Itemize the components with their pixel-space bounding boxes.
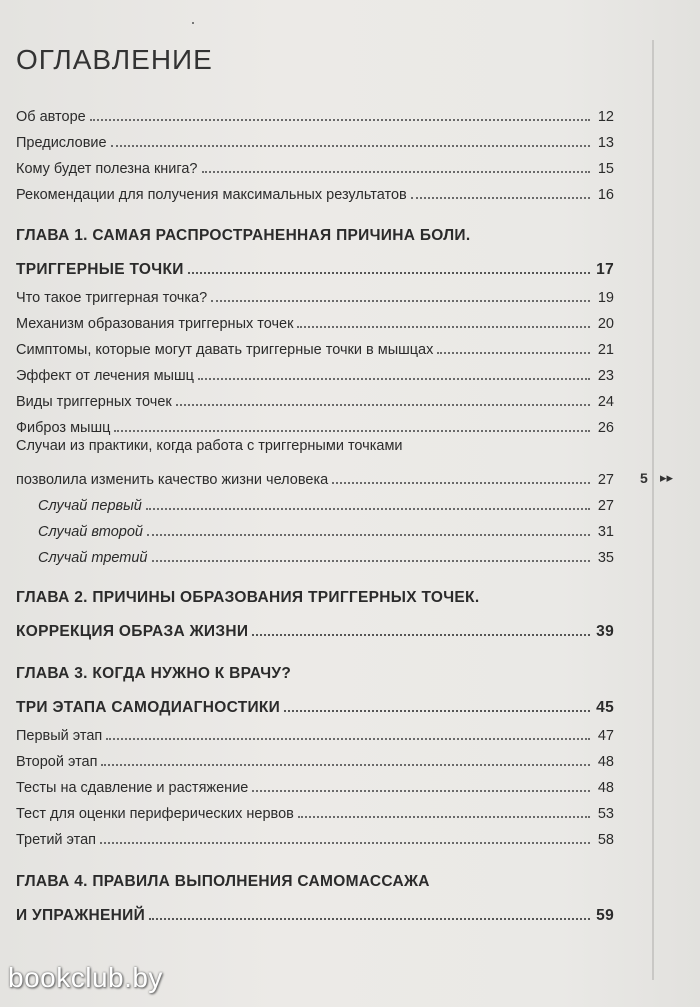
toc-entry[interactable]: [16, 463, 614, 489]
page-title: ОГЛАВЛЕНИЕ: [16, 44, 213, 75]
toc-entry[interactable]: [16, 823, 614, 849]
toc-subentry-title: Случай второй: [38, 524, 143, 540]
toc-entry-page: 26: [597, 420, 614, 436]
chapter-heading[interactable]: [16, 691, 614, 717]
toc-entry-page: 20: [597, 316, 614, 332]
toc-entry-title-line1: Случаи из практики, когда работа с триггерными точками: [16, 438, 403, 454]
dot-leader: [252, 634, 590, 636]
toc-entry-title: Кому будет полезна книга?: [16, 161, 198, 177]
chapter-title-line1: ГЛАВА 2. ПРИЧИНЫ ОБРАЗОВАНИЯ ТРИГГЕРНЫХ ТОЧЕК.: [16, 589, 480, 606]
toc-entry-page: 31: [597, 524, 614, 540]
dot-leader: [111, 145, 590, 147]
toc-entry-page: 23: [597, 368, 614, 384]
toc-entry[interactable]: [16, 719, 614, 745]
toc-entry[interactable]: [16, 771, 614, 797]
toc-entry-title: Фиброз мышц: [16, 420, 111, 436]
toc-entry-title: Второй этап: [16, 754, 98, 770]
chapter-title-line1: ГЛАВА 1. САМАЯ РАСПРОСТРАНЕННАЯ ПРИЧИНА БОЛИ.: [16, 227, 471, 244]
watermark: bookclub.by: [8, 962, 163, 993]
toc-entry[interactable]: [16, 359, 614, 385]
toc-entry-title: Предисловие: [16, 135, 107, 151]
print-speck: [192, 22, 194, 24]
toc-entry-page: 59: [596, 907, 614, 924]
dot-leader: [152, 560, 591, 562]
chapter-title-line2: КОРРЕКЦИЯ ОБРАЗА ЖИЗНИ: [16, 623, 249, 640]
toc-entry-page: 21: [597, 342, 614, 358]
toc-entry-page: 17: [596, 261, 614, 278]
dot-leader: [149, 918, 590, 920]
toc-entry[interactable]: [16, 333, 614, 359]
chapter-heading[interactable]: [16, 873, 614, 899]
toc-entry-title: Симптомы, которые могут давать триггерные точки в мышцах: [16, 342, 434, 358]
dot-leader: [332, 482, 590, 484]
toc-entry[interactable]: [16, 152, 614, 178]
margin-divider: [652, 40, 654, 980]
dot-leader: [146, 508, 590, 510]
dot-leader: [198, 378, 590, 380]
toc-entry-page: 15: [597, 161, 614, 177]
dot-leader: [101, 764, 590, 766]
dot-leader: [147, 534, 590, 536]
chapter-title-line1: ГЛАВА 4. ПРАВИЛА ВЫПОЛНЕНИЯ САМОМАССАЖА: [16, 873, 430, 890]
toc-entry-title: Рекомендации для получения максимальных результатов: [16, 187, 407, 203]
toc-entry-page: 12: [597, 109, 614, 125]
dot-leader: [437, 352, 590, 354]
toc-entry[interactable]: [16, 385, 614, 411]
chapter-heading[interactable]: [16, 615, 614, 641]
toc-entry[interactable]: [16, 745, 614, 771]
toc-entry[interactable]: [16, 100, 614, 126]
toc-entry-page: 58: [597, 832, 614, 848]
toc-entry[interactable]: [16, 437, 614, 463]
chapter-heading[interactable]: [16, 899, 614, 925]
toc-entry-title: Механизм образования триггерных точек: [16, 316, 294, 332]
toc-entry-page: 19: [597, 290, 614, 306]
dot-leader: [100, 842, 590, 844]
toc-entry[interactable]: [16, 797, 614, 823]
dot-leader: [284, 710, 590, 712]
chapter-heading[interactable]: [16, 589, 614, 615]
toc-entry-page: 35: [597, 550, 614, 566]
toc-entry-page: 48: [597, 780, 614, 796]
toc-entry-title: Виды триггерных точек: [16, 394, 172, 410]
toc-entry[interactable]: [16, 126, 614, 152]
toc-entry-title: Об авторе: [16, 109, 86, 125]
dot-leader: [298, 816, 590, 818]
toc-entry-page: 16: [597, 187, 614, 203]
toc-entry-title: Эффект от лечения мышц: [16, 368, 194, 384]
toc-subentry-title: Случай третий: [38, 550, 148, 566]
page-number: 5: [640, 470, 648, 486]
toc-entry-page: 53: [597, 806, 614, 822]
toc-entry-title: Третий этап: [16, 832, 97, 848]
toc-entry-title: Тесты на сдавление и растяжение: [16, 780, 249, 796]
dot-leader: [188, 272, 590, 274]
toc-entry-page: 24: [597, 394, 614, 410]
dot-leader: [411, 197, 590, 199]
page-arrow-icon: ▸▸: [660, 470, 674, 485]
chapter-title-line1: ГЛАВА 3. КОГДА НУЖНО К ВРАЧУ?: [16, 665, 292, 682]
toc-entry[interactable]: [16, 411, 614, 437]
toc-entry[interactable]: [16, 281, 614, 307]
toc-entry-title: Первый этап: [16, 728, 103, 744]
toc-entry[interactable]: [16, 307, 614, 333]
chapter-heading[interactable]: [16, 227, 614, 253]
chapter-title-line2: ТРИГГЕРНЫЕ ТОЧКИ: [16, 261, 184, 278]
toc-subentry[interactable]: [16, 489, 614, 515]
toc-entry-page: 13: [597, 135, 614, 151]
chapter-title-line2: И УПРАЖНЕНИЙ: [16, 907, 146, 924]
dot-leader: [297, 326, 590, 328]
dot-leader: [202, 171, 591, 173]
toc-entry-page: 47: [597, 728, 614, 744]
toc-entry-title: Что такое триггерная точка?: [16, 290, 208, 306]
chapter-heading[interactable]: [16, 253, 614, 279]
toc-entry-title-line2: позволила изменить качество жизни человека: [16, 472, 329, 488]
dot-leader: [252, 790, 590, 792]
dot-leader: [90, 119, 590, 121]
toc-entry-title: Тест для оценки периферических нервов: [16, 806, 294, 822]
toc-subentry-title: Случай первый: [38, 498, 142, 514]
toc-entry-page: 39: [596, 623, 614, 640]
toc-entry-page: 27: [597, 498, 614, 514]
dot-leader: [211, 300, 590, 302]
toc-entry-page: 45: [596, 699, 614, 716]
chapter-heading[interactable]: [16, 665, 614, 691]
toc-entry-page: 48: [597, 754, 614, 770]
dot-leader: [176, 404, 590, 406]
dot-leader: [114, 430, 590, 432]
toc-subentry[interactable]: [16, 515, 614, 541]
toc-subentry[interactable]: [16, 541, 614, 567]
toc-entry[interactable]: [16, 178, 614, 204]
chapter-title-line2: ТРИ ЭТАПА САМОДИАГНОСТИКИ: [16, 699, 281, 716]
toc-entry-page: 27: [597, 472, 614, 488]
dot-leader: [106, 738, 590, 740]
